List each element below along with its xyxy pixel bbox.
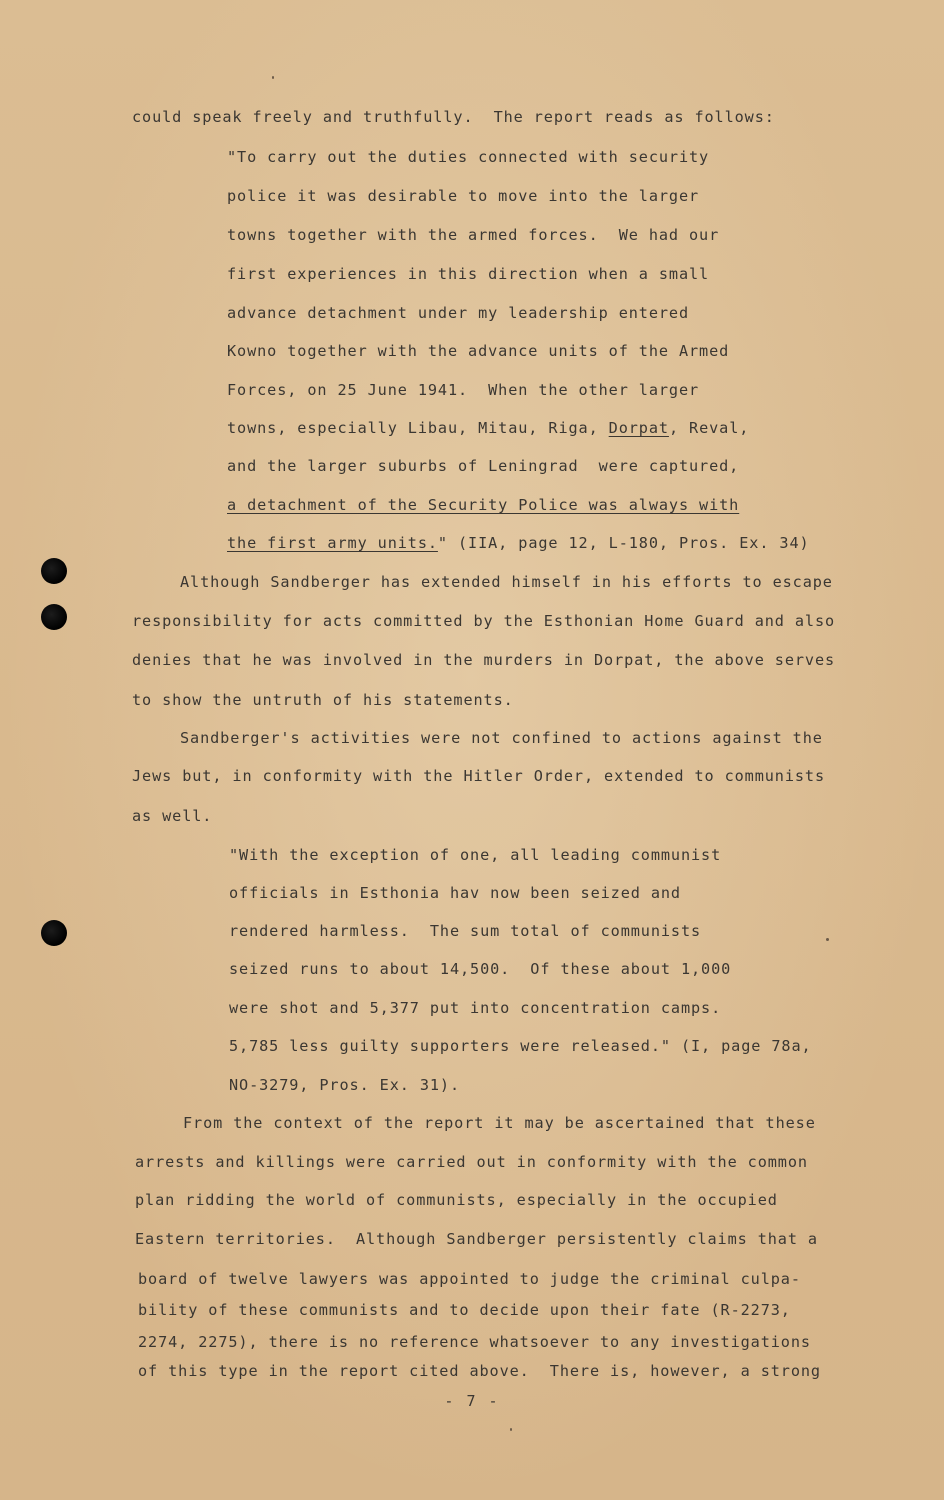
text-line: bility of these communists and to decide upon their fate (R-2273, (138, 1301, 791, 1319)
quote-line (227, 534, 810, 552)
text-line: responsibility for acts committed by the Esthonian Home Guard and also (132, 612, 836, 630)
quote-line: "With the exception of one, all leading communist (229, 846, 722, 864)
underlined-quote-line: a detachment of the Security Police was always with (227, 496, 740, 514)
quote-line: rendered harmless. The sum total of communists (229, 922, 702, 940)
quote-line-text: , Reval, (668, 419, 750, 437)
quote-line: first experiences in this direction when a small (227, 265, 710, 283)
quote-line: 5,785 less guilty supporters were released." (I, page 78a, (229, 1037, 812, 1055)
text-line: Jews but, in conformity with the Hitler Order, extended to communists (132, 767, 826, 785)
paper-speck (272, 76, 274, 79)
punch-hole-middle (41, 604, 67, 630)
quote-line: and the larger suburbs of Leningrad were captured, (227, 457, 740, 475)
text-line: denies that he was involved in the murders in Dorpat, the above serves (132, 651, 836, 669)
quote-line: "To carry out the duties connected with security (227, 148, 710, 166)
underlined-quote-text: the first army units. (227, 534, 438, 552)
text-line: Although Sandberger has extended himself in his efforts to escape (180, 573, 833, 591)
quote-line (227, 419, 749, 437)
text-line: as well. (132, 807, 213, 825)
underlined-place-name: Dorpat (608, 419, 669, 437)
citation: NO-3279, Pros. Ex. 31). (229, 1076, 461, 1094)
punch-hole-top (41, 558, 67, 584)
paper-speck (826, 938, 829, 941)
punch-hole-bottom (41, 920, 67, 946)
quote-line: were shot and 5,377 put into concentration camps. (229, 999, 722, 1017)
paper-speck (510, 1428, 512, 1431)
text-line: plan ridding the world of communists, especially in the occupied (135, 1191, 778, 1209)
quote-line: officials in Esthonia hav now been seized and (229, 884, 681, 902)
text-line: 2274, 2275), there is no reference whatsoever to any investigations (138, 1333, 811, 1351)
text-line: of this type in the report cited above. There is, however, a strong (138, 1362, 821, 1380)
quote-line: towns together with the armed forces. We had our (227, 226, 720, 244)
page-number: - 7 - (444, 1392, 500, 1410)
text-line: From the context of the report it may be ascertained that these (183, 1114, 816, 1132)
text-line: to show the untruth of his statements. (132, 691, 514, 709)
citation: " (IIA, page 12, L-180, Pros. Ex. 34) (437, 534, 810, 552)
text-line: Sandberger's activities were not confined to actions against the (180, 729, 823, 747)
quote-line: police it was desirable to move into the larger (227, 187, 700, 205)
quote-line-text: towns, especially Libau, Mitau, Riga, (227, 419, 609, 437)
text-line: could speak freely and truthfully. The report reads as follows: (132, 108, 775, 126)
quote-line: Kowno together with the advance units of the Armed (227, 342, 730, 360)
quote-line: Forces, on 25 June 1941. When the other larger (227, 381, 700, 399)
text-line: arrests and killings were carried out in conformity with the common (135, 1153, 808, 1171)
text-line: board of twelve lawyers was appointed to judge the criminal culpa- (138, 1270, 801, 1288)
text-line: Eastern territories. Although Sandberger persistently claims that a (135, 1230, 818, 1248)
quote-line: seized runs to about 14,500. Of these about 1,000 (229, 960, 732, 978)
quote-line: advance detachment under my leadership entered (227, 304, 690, 322)
